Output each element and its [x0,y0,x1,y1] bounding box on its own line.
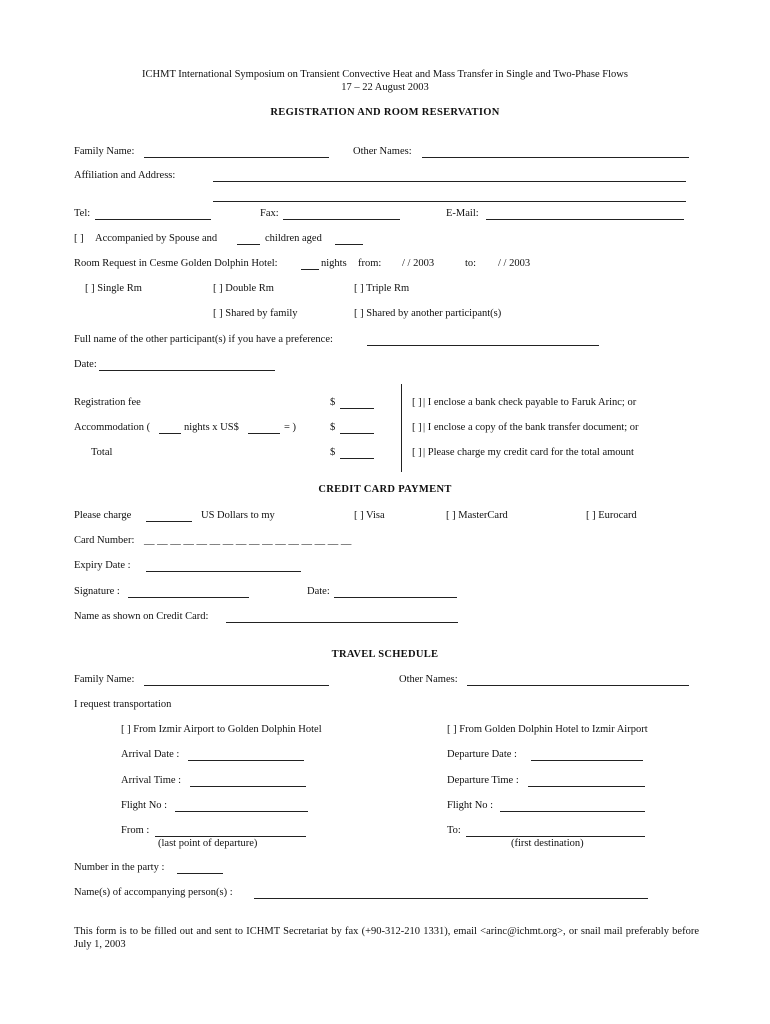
name-on-card-field[interactable] [226,612,458,623]
double-room-option[interactable]: [ ] Double Rm [213,283,274,294]
departure-date-field[interactable] [531,750,643,761]
travel-section-title: TRAVEL SCHEDULE [331,649,439,660]
registration-section-title: REGISTRATION AND ROOM RESERVATION [270,107,500,118]
party-number-label: Number in the party : [74,862,165,873]
submission-instructions: This form is to be filled out and sent to ICHMT Secretariat by fax (+90-312-210 1331), email <arinc@ichmt.org>, or snail mail preferably before July 1, 2003 [74,926,699,950]
registration-date-label: Date: [74,359,97,370]
accommodation-rate-field[interactable] [248,423,280,434]
affiliation-field-line2[interactable] [213,191,686,202]
arrival-flight-no-field[interactable] [175,801,308,812]
travel-other-names-label: Other Names: [399,674,458,685]
registration-fee-field[interactable] [340,398,374,409]
single-room-option[interactable]: [ ] Single Rm [85,283,142,294]
party-number-field[interactable] [177,863,223,874]
total-dollar: $ [330,447,336,458]
total-amount-field[interactable] [340,448,374,459]
from-date-field[interactable]: / / 2003 [402,258,435,269]
accommodation-label: Accommodation ( [74,422,151,433]
children-label: children aged [265,233,322,244]
arrival-time-field[interactable] [190,776,306,787]
travel-family-name-field[interactable] [144,675,329,686]
room-request-label: Room Request in Cesme Golden Dolphin Hotel: [74,258,278,269]
tel-label: Tel: [74,208,91,219]
email-field[interactable] [486,209,684,220]
to-label: to: [465,258,477,269]
family-name-field[interactable] [144,147,329,158]
affiliation-label: Affiliation and Address: [74,170,176,181]
bank-check-checkbox[interactable]: [ ] [412,397,422,408]
card-date-field[interactable] [334,587,457,598]
travel-family-name-label: Family Name: [74,674,135,685]
hotel-to-airport-option[interactable]: [ ] From Golden Dolphin Hotel to Izmir Airport [447,724,648,735]
accompanying-persons-label: Name(s) of accompanying person(s) : [74,887,233,898]
request-transport-label: I request transportation [74,699,172,710]
departure-point-label: From : [121,825,150,836]
other-participant-field[interactable] [367,335,599,346]
total-label: Total [91,447,113,458]
destination-field[interactable] [466,826,645,837]
symposium-dates: 17 – 22 August 2003 [341,82,429,93]
arrival-time-label: Arrival Time : [121,775,182,786]
accompanied-checkbox[interactable]: [ ] [74,233,84,244]
children-count-field[interactable] [237,234,260,245]
credit-card-option: | Please charge my credit card for the total amount [423,447,634,458]
departure-point-field[interactable] [155,826,306,837]
signature-label: Signature : [74,586,120,597]
registration-fee-label: Registration fee [74,397,141,408]
nights-label: nights [321,258,347,269]
fee-options-divider [401,384,402,472]
charge-amount-field[interactable] [146,511,192,522]
departure-flight-no-field[interactable] [500,801,645,812]
departure-date-label: Departure Date : [447,749,517,760]
last-point-caption: (last point of departure) [158,838,258,849]
email-label: E-Mail: [446,208,479,219]
travel-other-names-field[interactable] [467,675,689,686]
please-charge-label: Please charge [74,510,132,521]
visa-option[interactable]: [ ] Visa [354,510,385,521]
from-label: from: [358,258,382,269]
departure-time-label: Departure Time : [447,775,519,786]
triple-room-option[interactable]: [ ] Triple Rm [354,283,410,294]
name-on-card-label: Name as shown on Credit Card: [74,611,209,622]
children-age-field[interactable] [335,234,363,245]
departure-time-field[interactable] [528,776,645,787]
accommodation-nights-field[interactable] [159,423,181,434]
credit-card-section-title: CREDIT CARD PAYMENT [318,484,452,495]
accompanying-persons-field[interactable] [254,888,648,899]
other-participant-label: Full name of the other participant(s) if you have a preference: [74,334,333,345]
arrival-date-label: Arrival Date : [121,749,180,760]
card-date-label: Date: [307,586,330,597]
bank-check-option: | I enclose a bank check payable to Faruk Arinc; or [423,397,637,408]
eurocard-option[interactable]: [ ] Eurocard [586,510,637,521]
accommodation-nights-label: nights x US$ [184,422,239,433]
family-name-label: Family Name: [74,146,135,157]
card-number-field[interactable]: __ __ __ __ __ __ __ __ __ __ __ __ __ __ __ __ [144,535,352,546]
accommodation-amount-field[interactable] [340,423,374,434]
arrival-date-field[interactable] [188,750,304,761]
bank-transfer-option: | I enclose a copy of the bank transfer document; or [423,422,639,433]
accompanied-label: Accompanied by Spouse and [95,233,218,244]
signature-field[interactable] [128,587,249,598]
destination-label: To: [447,825,461,836]
first-destination-caption: (first destination) [511,838,584,849]
accommodation-end-label: = ) [284,422,297,433]
mastercard-option[interactable]: [ ] MasterCard [446,510,508,521]
registration-date-field[interactable] [99,360,275,371]
affiliation-field-line1[interactable] [213,171,686,182]
other-names-field[interactable] [422,147,689,158]
expiry-date-field[interactable] [146,561,301,572]
accommodation-dollar: $ [330,422,336,433]
expiry-date-label: Expiry Date : [74,560,131,571]
registration-fee-dollar: $ [330,397,336,408]
shared-participant-option[interactable]: [ ] Shared by another participant(s) [354,308,502,319]
card-number-label: Card Number: [74,535,135,546]
arrival-flight-no-label: Flight No : [121,800,168,811]
fax-field[interactable] [283,209,400,220]
shared-family-option[interactable]: [ ] Shared by family [213,308,298,319]
nights-field[interactable] [301,259,319,270]
fax-label: Fax: [260,208,279,219]
us-dollars-label: US Dollars to my [201,510,275,521]
bank-transfer-checkbox[interactable]: [ ] [412,422,422,433]
other-names-label: Other Names: [353,146,412,157]
credit-card-checkbox[interactable]: [ ] [412,447,422,458]
tel-field[interactable] [95,209,211,220]
symposium-title: ICHMT International Symposium on Transient Convective Heat and Mass Transfer in Single and Two-Phase Flows [142,69,628,80]
departure-flight-no-label: Flight No : [447,800,494,811]
to-date-field[interactable]: / / 2003 [498,258,531,269]
airport-to-hotel-option[interactable]: [ ] From Izmir Airport to Golden Dolphin Hotel [121,724,322,735]
